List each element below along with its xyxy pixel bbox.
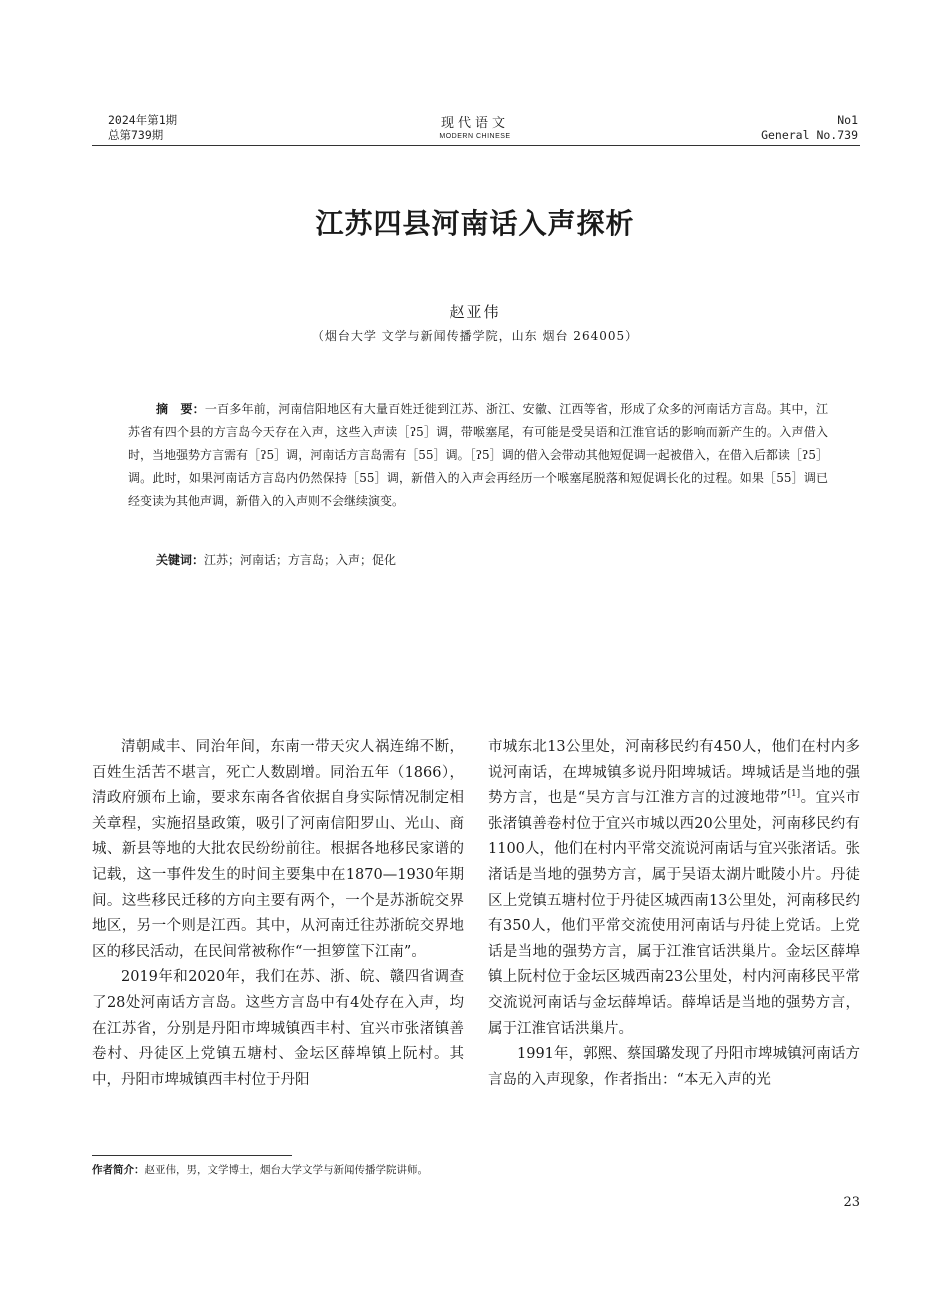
header-rule — [92, 145, 860, 146]
paragraph: 清朝咸丰、同治年间，东南一带天灾人祸连绵不断，百姓生活苦不堪言，死亡人数剧增。同治五年（1866），清政府颁布上谕，要求东南各省依据自身实际情况制定相关章程，实施招垦政策，吸引了河南信阳罗山、光山、商城、新县等地的大批农民纷纷前往。根据各地移民家谱的记载，这一事件发生的时间主要集中在1870—1930年期间。这些移民迁移的方向主要有两个，一个是苏浙皖交界地区，另一个则是江西。其中，从河南迁往苏浙皖交界地区的移民活动，在民间常被称作“一担箩筐下江南”。 — [92, 739, 464, 960]
general-issue-number: General No.739 — [761, 128, 858, 142]
author-name: 赵亚伟 — [449, 303, 501, 321]
abstract — [128, 398, 828, 513]
issue-number: 2024年第1期 — [108, 113, 178, 127]
citation-ref[interactable]: [1] — [787, 789, 801, 800]
journal-name: 现代语文 — [440, 116, 509, 131]
footnote-text: 赵亚伟，男，文学博士，烟台大学文学与新闻传播学院讲师。 — [144, 1164, 428, 1176]
page-number: 23 — [843, 1195, 860, 1210]
footnote-label: 作者简介： — [92, 1164, 145, 1176]
paragraph: 1991年，郭熙、蔡国璐发现了丹阳市埤城镇河南话方言岛的入声现象，作者指出：“本无入声的光 — [488, 1046, 860, 1088]
paragraph: 2019年和2020年，我们在苏、浙、皖、赣四省调查了28处河南话方言岛。这些方言岛中有4处存在入声，均在江苏省，分别是丹阳市埤城镇西丰村、宜兴市张渚镇善卷村、丹徒区上党镇五塘村、金坛区薛埠镇上阮村。其中，丹阳市埤城镇西丰村位于丹阳 — [92, 969, 464, 1088]
journal-name-english: MODERN CHINESE — [439, 133, 511, 140]
article-title: 江苏四县河南话入声探析 — [315, 207, 635, 240]
author-affiliation: （烟台大学 文学与新闻传播学院，山东 烟台 264005） — [311, 329, 639, 343]
keywords — [156, 549, 396, 572]
body-column-left — [92, 735, 464, 1093]
paragraph — [488, 735, 860, 1042]
issue-number-en: No1 — [837, 113, 858, 127]
paragraph-text: 市城东北13公里处，河南移民约有450人，他们在村内多说河南话，在埤城镇多说丹阳埤城话。埤城话是当地的强势方言，也是“吴方言与江淮方言的过渡地带” — [488, 739, 860, 807]
total-issue-number: 总第739期 — [108, 128, 164, 142]
running-header-right — [761, 113, 858, 143]
body-column-right — [488, 735, 860, 1093]
abstract-label: 摘 要： — [156, 402, 205, 416]
author-bio-footnote — [92, 1162, 428, 1178]
keywords-label: 关键词： — [156, 553, 205, 567]
footnote-rule — [92, 1155, 292, 1156]
paragraph-text: 。宜兴市张渚镇善卷村位于宜兴市城以西20公里处，河南移民约有1100人，他们在村内平常交流说河南话与宜兴张渚话。张渚话是当地的强势方言，属于吴语太湖片毗陵小片。丹徒区上党镇五塘村位于丹徒区城西南13公里处，河南移民约有350人，他们平常交流使用河南话与丹徒上党话。上党话是当地的强势方言，属于江淮官话洪巢片。金坛区薛埠镇上阮村位于金坛区城西南23公里处，村内河南移民平常交流说河南话与金坛薛埠话。薛埠话是当地的强势方言，属于江淮官话洪巢片。 — [488, 790, 861, 1037]
keywords-text: 江苏；河南话；方言岛；入声；促化 — [204, 553, 397, 567]
abstract-text: 一百多年前，河南信阳地区有大量百姓迁徙到江苏、浙江、安徽、江西等省，形成了众多的河南话方言岛。其中，江苏省有四个县的方言岛今天存在入声，这些入声读［ʔ5］调，带喉塞尾，有可能是受吴语和江淮官话的影响而新产生的。入声借入时，当地强势方言需有［ʔ5］调，河南话方言岛需有［55］调。［ʔ5］调的借入会带动其他短促调一起被借入，在借入后都读［ʔ5］调。此时，如果河南话方言岛内仍然保持［55］调，新借入的入声会再经历一个喉塞尾脱落和短促调长化的过程。如果［55］调已经变读为其他声调，新借入的入声则不会继续演变。 — [128, 402, 828, 508]
